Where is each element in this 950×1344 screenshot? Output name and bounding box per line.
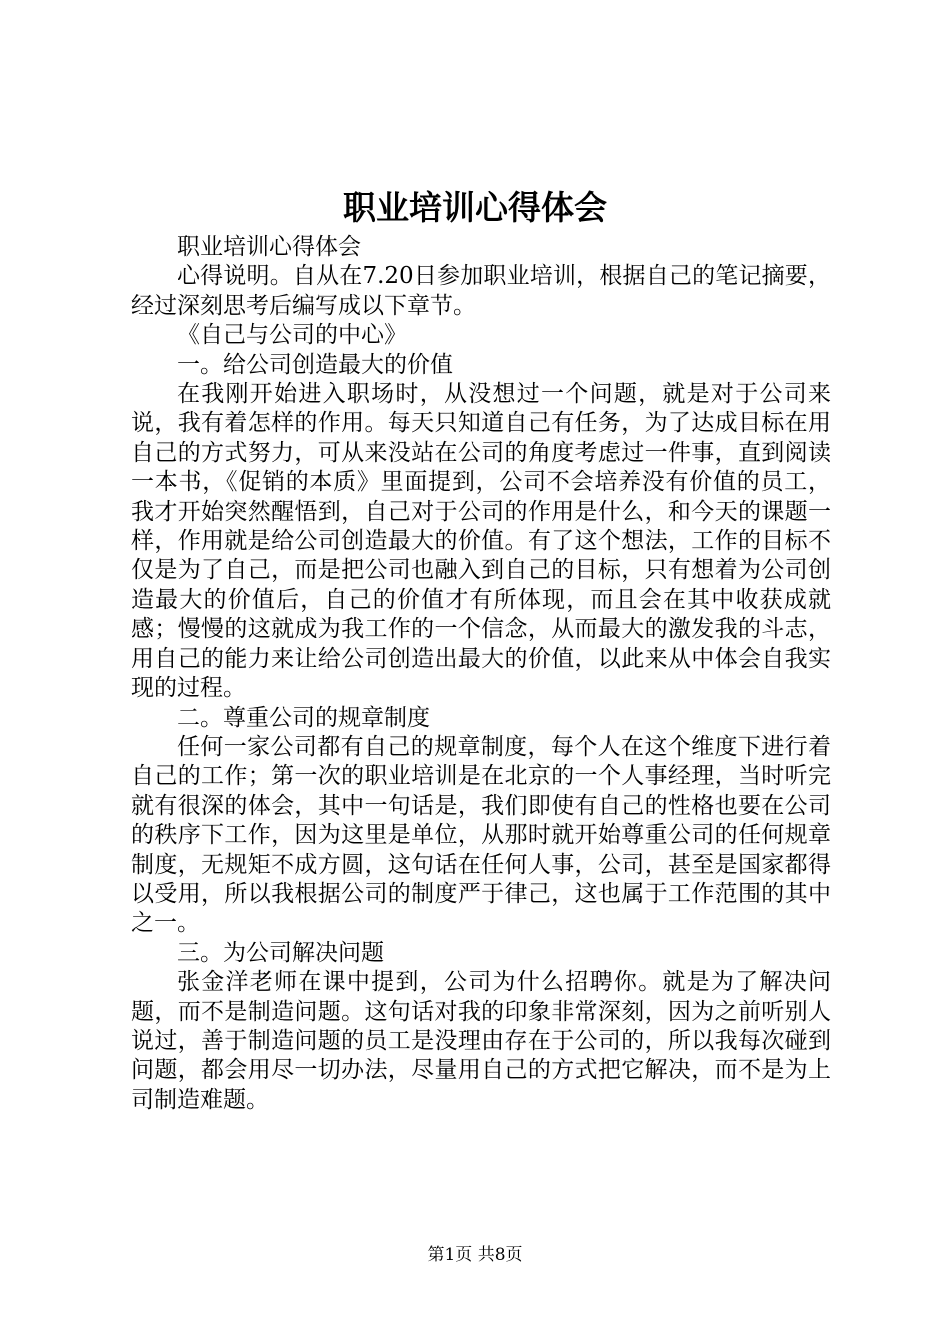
paragraph-part-1: 在我刚开始进入职场时，从没想过一个问题，就是对于公司来说，我有着怎样的作用。每天只知道自己有任务，为了达成目标在用自己的方式努力，可从来没站在公司的角度考虑过一件事，直到阅读一本书，《促销的本质》里面提到，公司不会培养没有价值的员工，我才开始突然醒悟到，自己对于公司的作用是什么，和今天的课题一样，作用就是给公司创造最大的价值。有了这个想法，工作的目标不仅是为了自己，而是把公司也融入到自己的目标，只有想着为公司创造最大的价值后，自己的价值才有所体现，而且会在其中收获成就感；慢慢的这就成为我工作的一个信念，从而最大的激发我的斗志，用自己的能力来让给公司创造出最大的价值，以此来从中体会自我实现的过程。 xyxy=(131,381,831,702)
document-body xyxy=(131,233,831,1115)
paragraph-intro: 心得说明。自从在7.20日参加职业培训，根据自己的笔记摘要，经过深刻思考后编写成以下章节。 xyxy=(131,263,831,319)
document-title: 职业培训心得体会 xyxy=(343,188,607,227)
paragraph-section-heading: 《自己与公司的中心》 xyxy=(177,322,407,349)
heading-part-1: 一。给公司创造最大的价值 xyxy=(177,351,453,378)
paragraph-subtitle: 职业培训心得体会 xyxy=(177,234,361,260)
paragraph-part-3: 张金洋老师在课中提到，公司为什么招聘你。就是为了解决问题，而不是制造问题。这句话对我的印象非常深刻，因为之前听别人说过，善于制造问题的员工是没理由存在于公司的，所以我每次碰到问题，都会用尽一切办法，尽量用自己的方式把它解决，而不是为上司制造难题。 xyxy=(131,969,831,1113)
heading-part-3: 三。为公司解决问题 xyxy=(177,939,384,966)
page-footer: 第1页 共8页 xyxy=(427,1245,523,1265)
paragraph-part-2: 任何一家公司都有自己的规章制度，每个人在这个维度下进行着自己的工作；第一次的职业培训是在北京的一个人事经理，当时听完就有很深的体会，其中一句话是，我们即使有自己的性格也要在公司的秩序下工作，因为这里是单位，从那时就开始尊重公司的任何规章制度，无规矩不成方圆，这句话在任何人事，公司，甚至是国家都得以受用，所以我根据公司的制度严于律己，这也属于工作范围的其中之一。 xyxy=(131,733,831,937)
heading-part-2: 二。尊重公司的规章制度 xyxy=(177,704,430,731)
